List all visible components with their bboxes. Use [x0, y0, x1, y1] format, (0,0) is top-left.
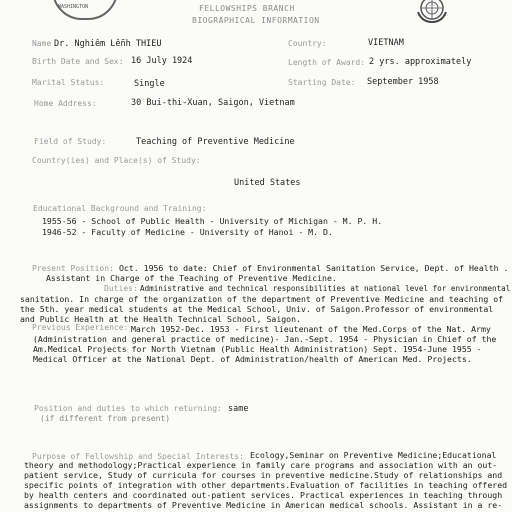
returning-value: same	[228, 404, 249, 414]
education-line-1: 1955-56 - School of Public Health - University of Michigan - M. P. H.	[42, 216, 383, 226]
duties-line-4: and Public Health at the Health Technical School, Saigon.	[20, 314, 301, 324]
marital-value: Single	[134, 79, 165, 89]
previous-experience-label: Previous Experience:	[32, 323, 129, 332]
previous-line-2: (Administration and general practice of medicine)- Jan.-Sept. 1954 - Physician in Chief of the	[33, 334, 497, 344]
previous-line-1: March 1952-Dec. 1953 - First lieutenant of the Med.Corps of the Nat. Army	[131, 324, 491, 334]
duties-line-1: Administrative and technical responsibilities at national level for environmental	[140, 284, 511, 293]
duties-line-3: the 5th. year medical students at the Medical School, Univ. of Saigon.Professor of environmental	[20, 304, 494, 314]
places-value: United States	[234, 178, 301, 188]
header-line-2: BIOGRAPHICAL INFORMATION	[192, 16, 320, 25]
purpose-line-5: by health centers and coordinated out-patient services. Practical experiences in teaching through	[24, 490, 503, 500]
marital-label: Marital Status:	[32, 78, 105, 87]
country-label: Country:	[288, 39, 327, 48]
field-of-study-value: Teaching of Preventive Medicine	[136, 137, 295, 147]
returning-note: (if different from present)	[40, 414, 171, 423]
header-line-1: FELLOWSHIPS BRANCH	[199, 4, 295, 13]
education-label: Educational Background and Training:	[33, 204, 207, 213]
country-value: VIETNAM	[368, 38, 404, 48]
award-value: 2 yrs. approximately	[369, 57, 472, 67]
returning-label: Position and duties to which returning:	[34, 404, 222, 413]
previous-line-3: Am.Medical Projects for North Vietnam (Public Health Administration) Sept. 1954-June 1955 -	[33, 344, 482, 354]
name-value: Dr. Nghiêm Lễnh THIEU	[54, 39, 162, 49]
previous-line-4: Medical Officer at the National Dept. of Administration/health of American Med. Projects.	[33, 354, 472, 364]
position-label: Present Position:	[32, 264, 114, 273]
duties-label: Duties:	[104, 284, 138, 293]
address-label: Home Address:	[34, 99, 97, 108]
duties-line-2: sanitation. In charge of the organization of the department of Preventive Medicine and teaching of	[20, 294, 504, 304]
education-line-2: 1946-52 - Faculty of Medicine - University of Hanoi - M. D.	[42, 227, 333, 237]
purpose-label: Purpose of Fellowship and Special Interests:	[32, 452, 244, 461]
purpose-line-2: theory and methodology;Practical experience in family care programs and association with an out-	[24, 460, 498, 470]
purpose-line-3: patient service, Study of curricula for courses in preventive medicine.Study of relationships and	[24, 470, 503, 480]
position-line-1: Oct. 1956 to date: Chief of Environmental Sanitation Service, Dept. of Health .	[119, 263, 509, 273]
seal-stamp	[52, 0, 118, 20]
purpose-line-1: Ecology,Seminar on Preventive Medicine;Educational	[250, 450, 497, 460]
birth-value: 16 July 1924	[131, 56, 193, 66]
position-line-2: Assistant in Charge of the Teaching of Preventive Medicine.	[46, 273, 337, 283]
birth-label: Birth Date and Sex:	[32, 57, 124, 66]
name-label: Name	[32, 39, 52, 48]
field-of-study-label: Field of Study:	[34, 137, 107, 146]
address-value: 30 Bui-thi-Xuan, Saigon, Vietnam	[131, 98, 295, 108]
places-label: Country(ies) and Place(s) of Study:	[32, 156, 201, 165]
purpose-line-6: assignments to departments of Preventive Medicine in American medical schools. Assistant in a re-	[24, 500, 503, 510]
start-label: Starting Date:	[288, 78, 356, 87]
award-label: Length of Award:	[288, 58, 366, 67]
start-value: September 1958	[367, 77, 439, 87]
seal-text: WASHINGTON	[58, 4, 89, 10]
un-emblem-icon	[412, 0, 452, 24]
purpose-line-4: specific points of integration with other departments.Evaluation of facilities in teaching offered	[24, 480, 508, 490]
